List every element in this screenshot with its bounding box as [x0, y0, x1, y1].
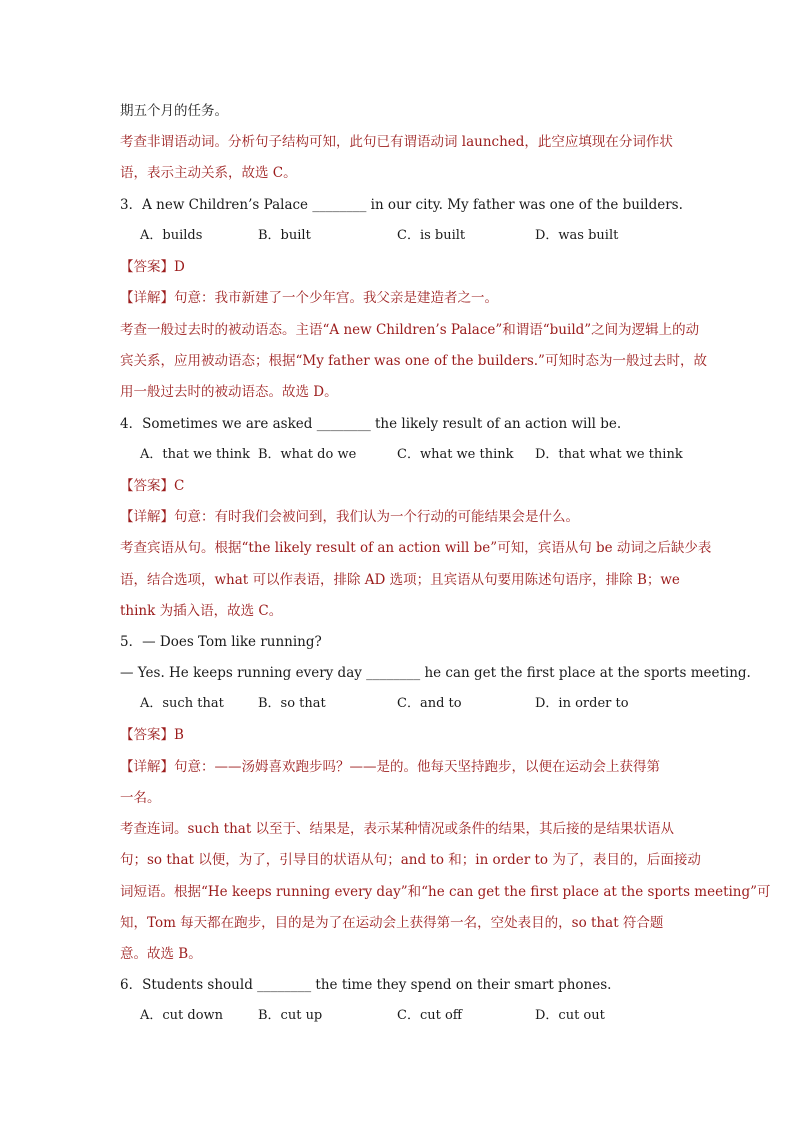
explanation-line: 考查一般过去时的被动语态。主语“A new Children’s Palace”和谓语“build”之间为逻辑上的动: [120, 322, 700, 338]
option-a: A．that we think: [140, 447, 251, 462]
answer-tag: 【答案】: [120, 478, 174, 494]
option-a: A．cut down: [140, 1008, 224, 1023]
detail-tag: 【详解】: [120, 759, 174, 775]
detail-text: 句意：有时我们会被问到，我们认为一个行动的可能结果会是什么。: [174, 509, 579, 525]
explanation-line: 意。故选 B。: [120, 946, 202, 962]
option-d: D．that what we think: [535, 447, 683, 462]
option-d: D．in order to: [535, 696, 629, 711]
option-b: B．cut up: [258, 1008, 323, 1023]
option-d: D．was built: [535, 228, 619, 243]
explanation-line: 考查非谓语动词。分析句子结构可知，此句已有谓语动词 launched，此空应填现在分词作状: [120, 134, 673, 150]
option-a: A．such that: [140, 696, 224, 711]
option-b: B．what do we: [258, 447, 357, 462]
detail-tag: 【详解】: [120, 290, 174, 306]
detail-line: [120, 507, 680, 527]
option-c: C．cut off: [397, 1008, 463, 1023]
question-4-stem: 4．Sometimes we are asked ________ the likely result of an action will be.: [120, 416, 622, 432]
option-c: C．and to: [397, 696, 462, 711]
detail-text: 句意：我市新建了一个少年宫。我父亲是建造者之一。: [174, 290, 498, 306]
explanation-line: 宾关系，应用被动语态；根据“My father was one of the builders.”可知时态为一般过去时，故: [120, 353, 707, 369]
option-b: B．so that: [258, 696, 326, 711]
explanation-line: 词短语。根据“He keeps running every day”和“he can get the first place at the sports meeting”可: [120, 884, 771, 900]
detail-tag: 【详解】: [120, 509, 174, 525]
answer-value: B: [174, 727, 184, 743]
question-3-stem: 3．A new Children’s Palace ________ in our city. My father was one of the builders.: [120, 197, 683, 213]
question-5-stem: — Yes. He keeps running every day ________ he can get the first place at the sports meeting.: [120, 665, 751, 681]
text-line: 期五个月的任务。: [120, 103, 228, 119]
answer-line: [120, 725, 680, 745]
explanation-line: 用一般过去时的被动语态。故选 D。: [120, 384, 338, 400]
explanation-line: 考查连词。such that 以至于、结果是，表示某种情况或条件的结果，其后接的是结果状语从: [120, 821, 675, 837]
option-c: C．is built: [397, 228, 466, 243]
answer-tag: 【答案】: [120, 259, 174, 275]
detail-line: [120, 757, 680, 777]
answer-value: C: [174, 478, 185, 494]
answer-tag: 【答案】: [120, 727, 174, 743]
explanation-line: 语，结合选项，what 可以作表语，排除 AD 选项；且宾语从句要用陈述句语序，排除 B；we: [120, 572, 680, 588]
question-6-stem: 6．Students should ________ the time they spend on their smart phones.: [120, 977, 612, 993]
option-a: A．builds: [140, 228, 203, 243]
explanation-line: 考查宾语从句。根据“the likely result of an action will be”可知，宾语从句 be 动词之后缺少表: [120, 540, 712, 556]
detail-text: 一名。: [120, 790, 161, 806]
detail-text: 句意：——汤姆喜欢跑步吗？——是的。他每天坚持跑步，以便在运动会上获得第: [174, 759, 660, 775]
explanation-line: 知，Tom 每天都在跑步，目的是为了在运动会上获得第一名，空处表目的，so that 符合题: [120, 915, 664, 931]
option-d: D．cut out: [535, 1008, 605, 1023]
explanation-line: 语，表示主动关系，故选 C。: [120, 165, 297, 181]
answer-line: [120, 257, 680, 277]
option-c: C．what we think: [397, 447, 514, 462]
detail-line: [120, 288, 680, 308]
answer-value: D: [174, 259, 185, 275]
answer-line: [120, 476, 680, 496]
explanation-line: think 为插入语，故选 C。: [120, 603, 283, 619]
option-b: B．built: [258, 228, 311, 243]
question-5-stem: 5．— Does Tom like running?: [120, 634, 322, 650]
explanation-line: 句；so that 以便，为了，引导目的状语从句；and to 和；in order to 为了，表目的，后面接动: [120, 852, 701, 868]
